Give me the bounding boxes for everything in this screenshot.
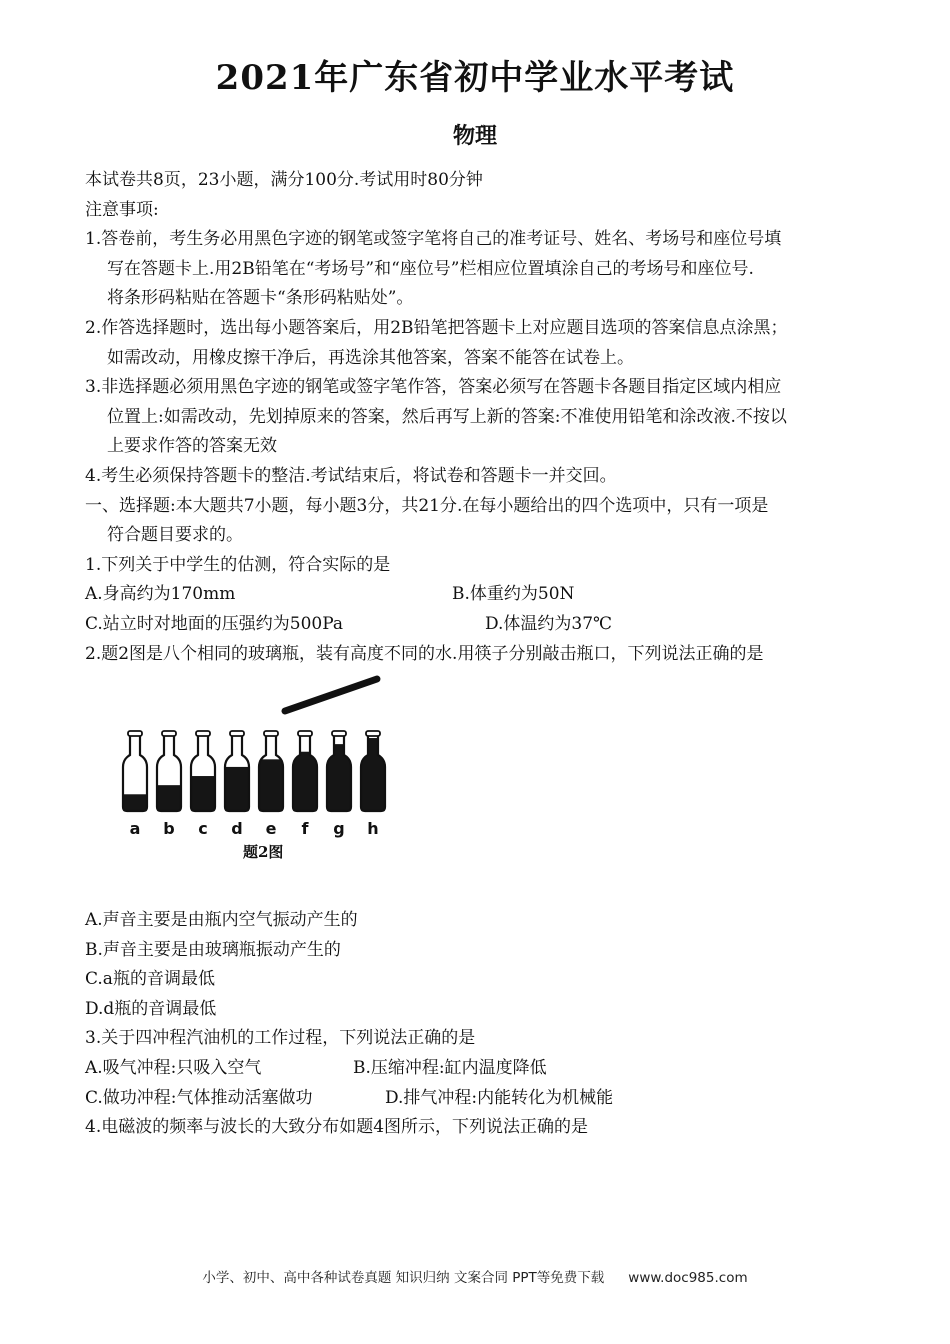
bottles-illustration: [115, 671, 435, 901]
option-b: B.压缩冲程:缸内温度降低: [353, 1058, 547, 1079]
bottle-label: a: [129, 819, 141, 839]
bottle-rim: [264, 731, 278, 736]
section-line: 一、选择题:本大题共7小题，每小题3分，共21分.在每小题给出的四个选项中，只有一项是: [85, 495, 769, 516]
notice-1: [85, 225, 875, 314]
question-stem: 1.下列关于中学生的估测，符合实际的是: [85, 554, 391, 575]
option-c: C.a瓶的音调最低: [85, 969, 215, 990]
notice-line: 位置上:如需改动，先划掉原来的答案，然后再写上新的答案:不准使用铅笔和涂改液.不按以: [107, 406, 787, 427]
bottle-label: d: [231, 819, 243, 839]
notice-3: [85, 373, 875, 462]
bottle-label: c: [198, 819, 208, 839]
exam-subject: 物理: [452, 123, 497, 149]
bottle-label: f: [301, 819, 309, 839]
notice-2: [85, 314, 875, 373]
notice-line: 写在答题卡上.用2B铅笔在“考场号”和“座位号”栏相应位置填涂自己的考场号和座位号.: [107, 258, 754, 279]
bottle-rim: [298, 731, 312, 736]
notice-line: 1.答卷前，考生务必用黑色字迹的钢笔或签字笔将自己的准考证号、姓名、考场号和座位号填: [85, 229, 782, 250]
bottle-water: [189, 776, 217, 813]
notice-line: 2.作答选择题时，选出每小题答案后，用2B铅笔把答题卡上对应题目选项的答案信息点涂黑；: [85, 317, 788, 338]
option-row: [85, 1084, 875, 1114]
option-row: [85, 1054, 875, 1084]
option-b: B.体重约为50N: [452, 584, 575, 605]
bottle-label: e: [265, 819, 277, 839]
footer-text: 小学、初中、高中各种试卷真题 知识归纳 文案合同 PPT等免费下载: [202, 1270, 605, 1286]
option-d: D.d瓶的音调最低: [85, 998, 217, 1019]
question-3: [85, 1024, 875, 1113]
notice-title: 注意事项:: [85, 199, 159, 220]
bottle-rim: [366, 731, 380, 736]
option-a: A.吸气冲程:只吸入空气: [85, 1058, 262, 1079]
option-row: [85, 580, 875, 610]
bottle-water: [325, 744, 353, 813]
option-a: A.身高约为170mm: [85, 584, 236, 605]
notice-line: 如需改动，用橡皮擦干净后，再选涂其他答案，答案不能答在试卷上。: [107, 347, 634, 368]
section-line: 符合题目要求的。: [107, 525, 243, 546]
option-d: D.体温约为37℃: [485, 613, 613, 634]
bottles-figure: [85, 669, 875, 906]
exam-info: 本试卷共8页，23小题，满分100分.考试用时80分钟: [85, 170, 483, 190]
bottle-rim: [196, 731, 210, 736]
section-1-heading: [85, 492, 875, 551]
figure-caption: 题2图: [243, 843, 284, 862]
exam-title: 2021年广东省初中学业水平考试: [215, 58, 735, 98]
question-1: [85, 551, 875, 640]
option-c: C.做功冲程:气体推动活塞做功: [85, 1087, 313, 1108]
question-4: [85, 1113, 875, 1143]
bottle-rim: [230, 731, 244, 736]
bottle-label: g: [333, 819, 345, 839]
option-b: B.声音主要是由玻璃瓶振动产生的: [85, 939, 341, 960]
bottle-water: [155, 785, 183, 813]
exam-body: [85, 166, 875, 1143]
bottle-water: [223, 767, 251, 813]
bottle-label: h: [367, 819, 379, 839]
option-c: C.站立时对地面的压强约为500Pa: [85, 613, 344, 634]
option-d: D.排气冲程:内能转化为机械能: [385, 1087, 614, 1108]
notice-line: 4.考生必须保持答题卡的整洁.考试结束后，将试卷和答题卡一并交回。: [85, 465, 617, 486]
question-stem: 4.电磁波的频率与波长的大致分布如题4图所示，下列说法正确的是: [85, 1117, 589, 1138]
notice-line: 上要求作答的答案无效: [107, 436, 277, 457]
notice-line: 将条形码粘贴在答题卡“条形码粘贴处”。: [107, 288, 414, 309]
bottle-water: [257, 759, 285, 813]
page-footer: [0, 1268, 950, 1288]
notice-line: 3.非选择题必须用黑色字迹的钢笔或签字笔作答，答案必须写在答题卡各题目指定区域内相应: [85, 377, 782, 398]
bottle-rim: [162, 731, 176, 736]
bottle-water: [359, 738, 387, 813]
question-stem: 3.关于四冲程汽油机的工作过程，下列说法正确的是: [85, 1028, 476, 1049]
option-row: [85, 610, 875, 640]
question-2: [85, 640, 875, 1025]
bottle-rim: [332, 731, 346, 736]
bottle-rim: [128, 731, 142, 736]
chopstick: [285, 679, 377, 711]
option-a: A.声音主要是由瓶内空气振动产生的: [85, 910, 358, 931]
notice-4: [85, 462, 875, 492]
bottle-label: b: [163, 819, 175, 839]
question-stem: 2.题2图是八个相同的玻璃瓶，装有高度不同的水.用筷子分别敲击瓶口，下列说法正确的是: [85, 643, 764, 664]
footer-url: www.doc985.com: [628, 1270, 748, 1286]
